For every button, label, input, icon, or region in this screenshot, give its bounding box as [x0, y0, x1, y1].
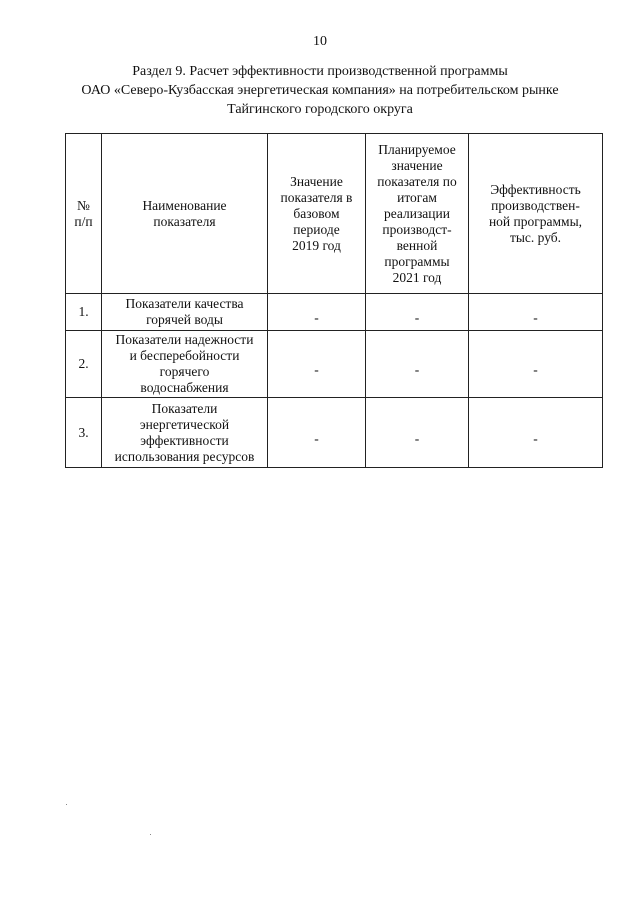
- row-plan-cell: [366, 294, 469, 331]
- header-plan-line: 2021 год: [392, 269, 442, 285]
- row-name-line: использования ресурсов: [114, 448, 255, 464]
- header-base-line: базовом: [293, 205, 340, 221]
- header-plan-line: венной: [396, 237, 438, 253]
- row-plan-cell: [366, 398, 469, 468]
- row-number-cell: 3.: [66, 398, 102, 468]
- heading-line-3: Тайгинского городского округа: [227, 102, 413, 117]
- row-plan-value: -: [414, 430, 420, 446]
- header-name-line: показателя: [153, 213, 216, 229]
- row-name-cell: [102, 398, 268, 468]
- header-name: [102, 134, 268, 294]
- row-plan-value: -: [414, 310, 420, 325]
- row-name-line: горячей воды: [146, 312, 223, 327]
- row-name-line: водоснабжения: [140, 380, 229, 395]
- header-efficiency-line: производствен-: [491, 197, 580, 213]
- header-base-line: периоде: [293, 221, 340, 237]
- row-number-cell: 2.: [66, 331, 102, 398]
- table-row: [66, 294, 603, 331]
- header-plan-line: показателя по: [377, 173, 457, 189]
- header-plan-line: значение: [391, 157, 443, 173]
- header-efficiency-line: ной программы,: [488, 213, 583, 229]
- row-name-line: эффективности: [140, 432, 229, 448]
- section-heading: [60, 62, 580, 119]
- header-base-line: Значение: [290, 173, 343, 189]
- header-efficiency-line: тыс. руб.: [509, 229, 562, 245]
- header-efficiency-line: Эффективность: [490, 181, 581, 197]
- row-efficiency-cell: [469, 294, 603, 331]
- header-base-line: показателя в: [280, 189, 353, 205]
- row-name-line: энергетической: [139, 416, 230, 432]
- table-row: [66, 331, 603, 398]
- header-number-line: №: [77, 197, 90, 213]
- row-name-line: Показатели качества: [125, 296, 244, 311]
- row-base-cell: [268, 331, 366, 398]
- header-number-line: п/п: [74, 213, 93, 229]
- header-plan-line: производст-: [382, 221, 452, 237]
- header-plan-line: итогам: [397, 189, 437, 205]
- header-name-line: Наименование: [142, 197, 227, 213]
- scan-speck: [150, 834, 151, 835]
- row-base-cell: [268, 294, 366, 331]
- row-base-cell: [268, 398, 366, 468]
- heading-line-1: Раздел 9. Расчет эффективности производственной программы: [132, 64, 508, 79]
- indicators-table: [65, 133, 603, 468]
- row-number-cell: 1.: [66, 294, 102, 331]
- row-name-cell: [102, 294, 268, 331]
- row-plan-cell: [366, 331, 469, 398]
- scan-speck: [66, 804, 67, 805]
- row-name-line: горячего: [159, 364, 210, 379]
- heading-line-2: ОАО «Северо-Кузбасская энергетическая компания» на потребительском рынке: [81, 83, 559, 98]
- header-number: [66, 134, 102, 294]
- header-base-line: 2019 год: [292, 237, 341, 253]
- header-plan-line: программы: [384, 253, 450, 269]
- row-efficiency-cell: [469, 398, 603, 468]
- header-efficiency: [469, 134, 603, 294]
- row-base-value: -: [314, 430, 319, 446]
- row-efficiency-cell: [469, 331, 603, 398]
- header-plan-line: реализации: [384, 205, 450, 221]
- row-name-cell: [102, 331, 268, 398]
- row-efficiency-value: -: [533, 430, 538, 446]
- row-plan-value: -: [414, 362, 420, 377]
- row-base-value: -: [314, 310, 319, 325]
- header-plan: [366, 134, 469, 294]
- row-name-line: Показатели надежности: [115, 332, 254, 347]
- table-row: [66, 398, 603, 468]
- row-base-value: -: [314, 362, 319, 377]
- header-plan-line: Планируемое: [378, 141, 456, 157]
- row-efficiency-value: -: [533, 310, 538, 325]
- row-name-line: и бесперебойности: [129, 348, 240, 363]
- page-number: 10: [313, 34, 327, 49]
- row-efficiency-value: -: [533, 362, 538, 377]
- table-header-row: [66, 134, 603, 294]
- row-name-line: Показатели: [151, 400, 218, 416]
- header-base: [268, 134, 366, 294]
